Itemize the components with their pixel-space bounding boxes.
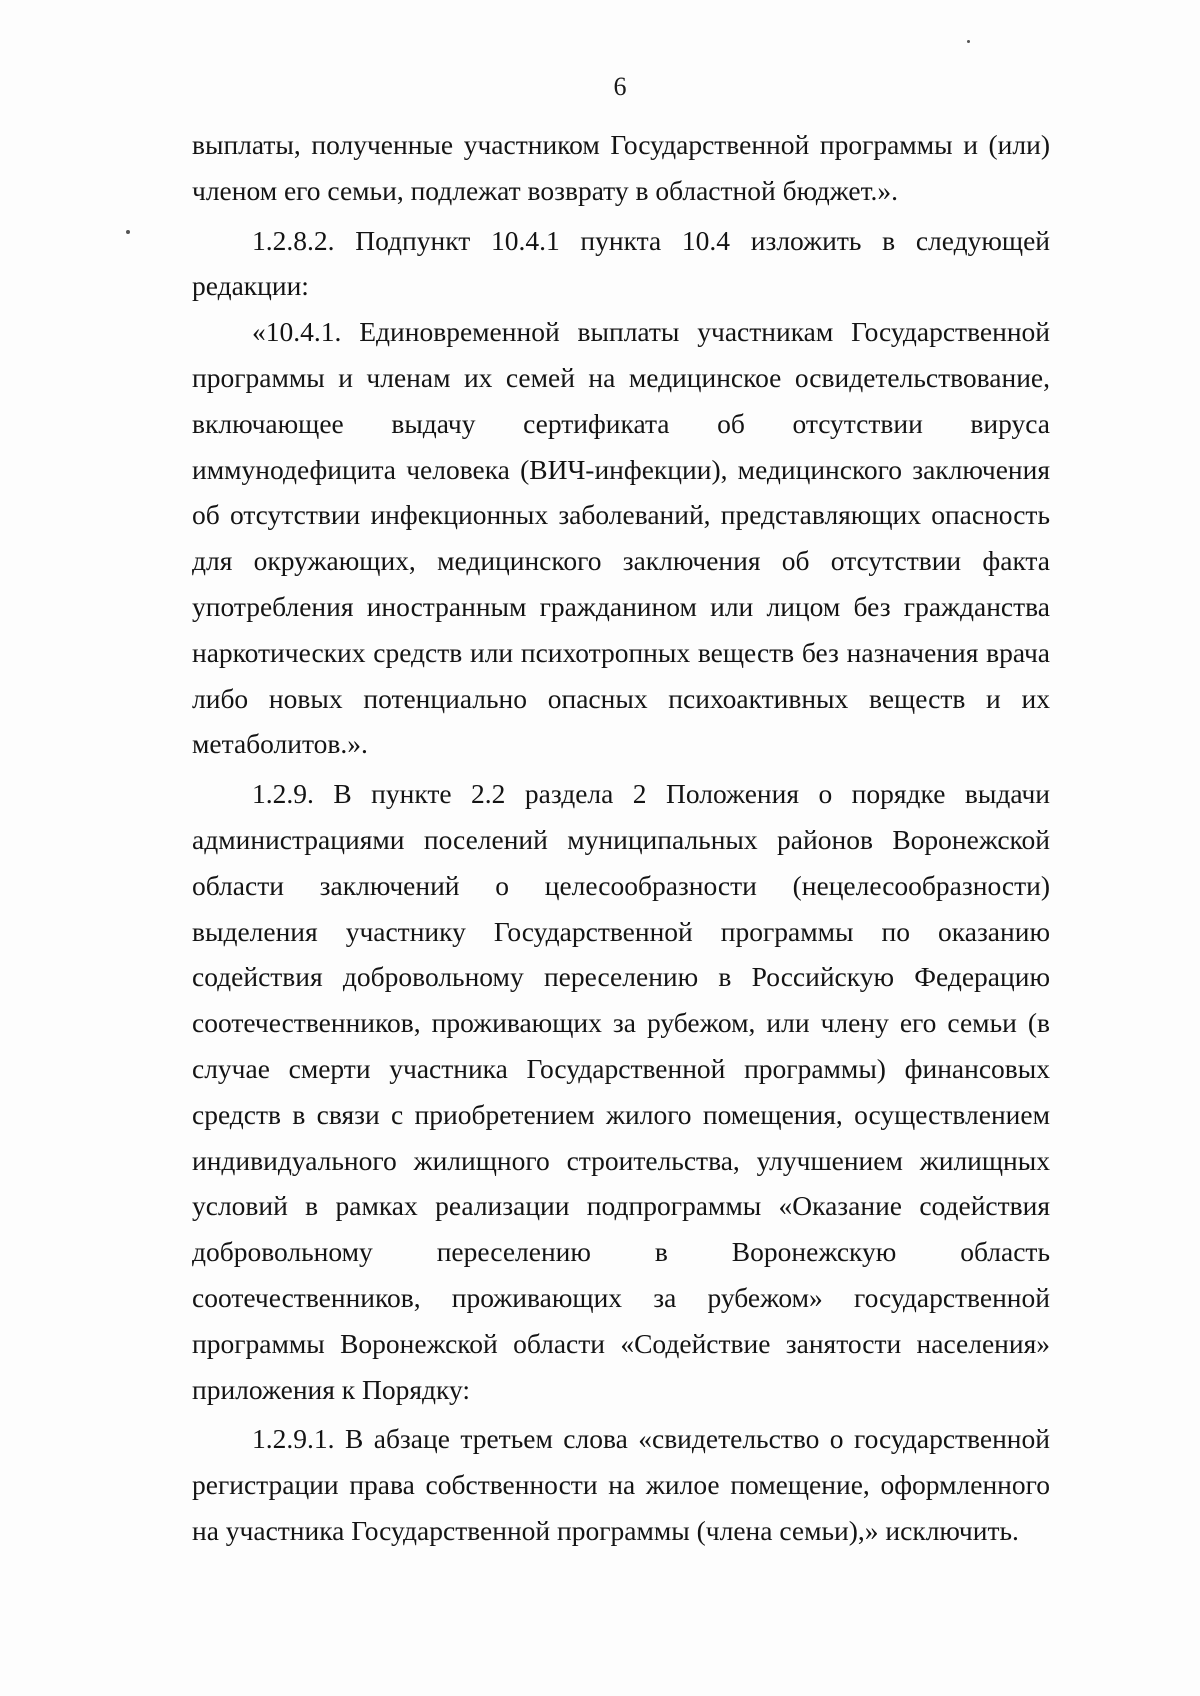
paragraph-1-2-9-1: 1.2.9.1. В абзаце третьем слова «свидетельство о государственной регистрации права собственности на жилое помещение, оформленного на участника Государственной программы (члена семьи),» исключить.: [192, 1423, 1050, 1546]
paragraph-10-4-1: «10.4.1. Единовременной выплаты участникам Государственной программы и членам их семей на медицинское освидетельствование, включающее выдачу сертификата об отсутствии вируса иммунодефицита человека (ВИЧ-инфекции), медицинского заключения об отсутствии инфекционных заболеваний, представляющих опасность для окружающих, медицинского заключения об отсутствии факта употребления иностранным гражданином или лицом без гражданства наркотических средств или психотропных веществ без назначения врача либо новых потенциально опасных психоактивных веществ и их метаболитов.».: [192, 316, 1050, 760]
paragraph-1-2-8-2: 1.2.8.2. Подпункт 10.4.1 пункта 10.4 изложить в следующей редакции:: [192, 224, 1050, 302]
paragraph-1-2-9: 1.2.9. В пункте 2.2 раздела 2 Положения о порядке выдачи администрациями поселений муниципальных районов Воронежской области заключений о целесообразности (нецелесообразности) выделения участнику Государственной программы по оказанию содействия добровольному переселению в Российскую Федерацию соотечественников, проживающих за рубежом, или члену его семьи (в случае смерти участника Государственной программы) финансовых средств в связи с приобретением жилого помещения, осуществлением индивидуального жилищного строительства, улучшением жилищных условий в рамках реализации подпрограммы «Оказание содействия добровольному переселению в Воронежскую область соотечественников, проживающих за рубежом» государственной программы Воронежской области «Содействие занятости населения» приложения к Порядку:: [192, 778, 1050, 1405]
page-number: 6: [613, 72, 627, 101]
paragraph-continuation: выплаты, полученные участником Государственной программы и (или) членом его семьи, подлежат возврату в областной бюджет.».: [192, 129, 1050, 206]
scan-speck: [126, 230, 130, 234]
document-body: [192, 122, 1050, 1554]
scan-speck: [967, 40, 970, 43]
